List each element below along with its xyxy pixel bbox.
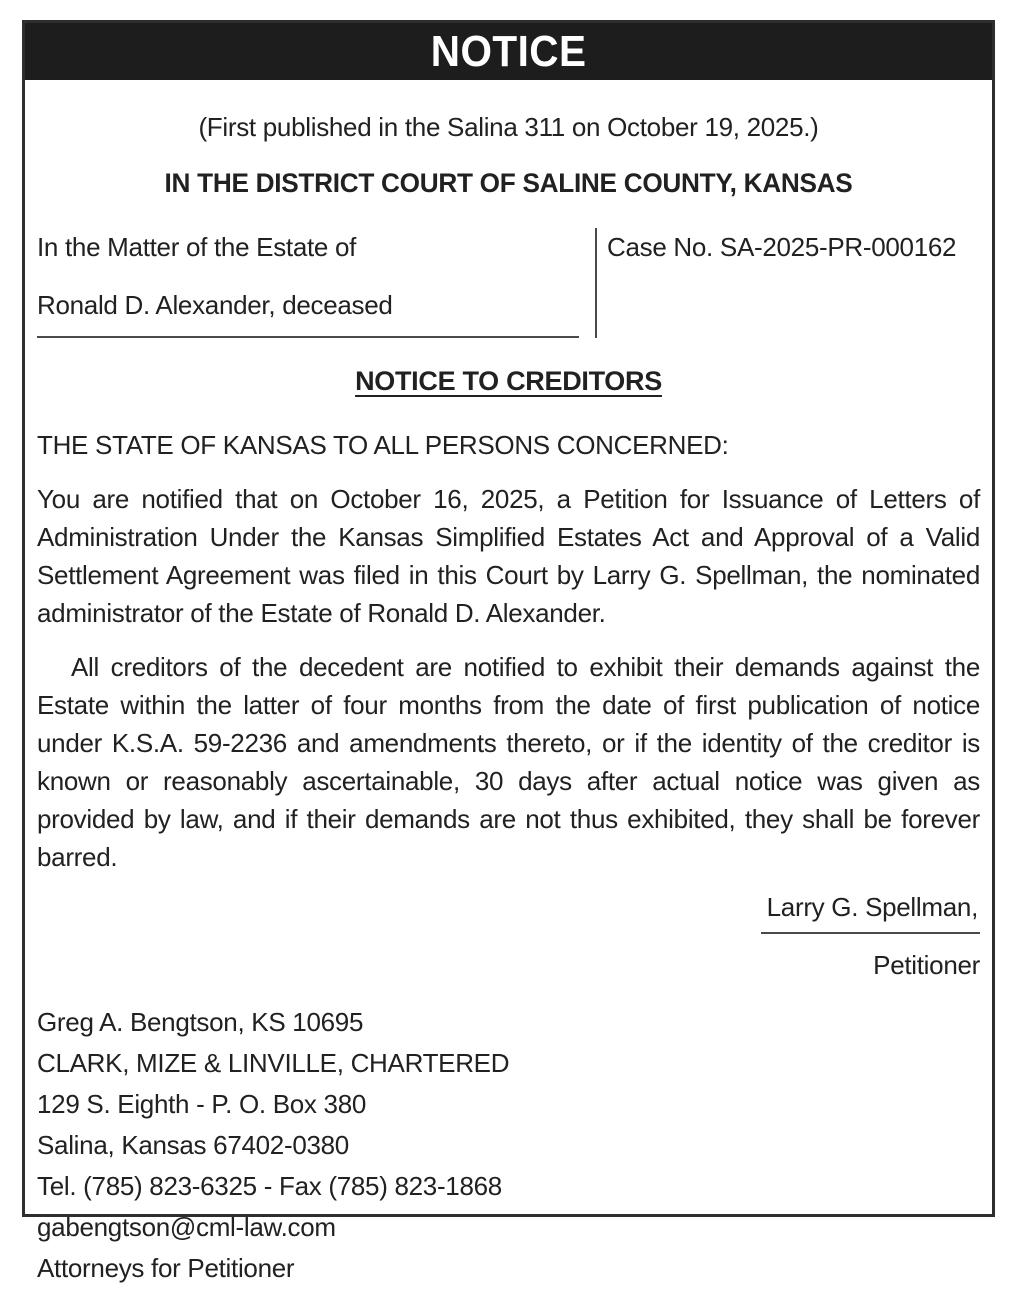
court-heading: IN THE DISTRICT COURT OF SALINE COUNTY, KANSAS (164, 168, 853, 198)
notice-banner (25, 23, 992, 80)
case-caption-number (595, 228, 980, 338)
attorney-block (37, 1002, 980, 1289)
petitioner-role: Petitioner (873, 950, 980, 980)
notice-banner-title: NOTICE (430, 26, 587, 76)
attorney-role-line: Attorneys for Petitioner (37, 1253, 295, 1283)
creditors-paragraph: All creditors of the decedent are notified to exhibit their demands against the Estate within the latter of four months from the date of first publication of notice under K.S.A. 59-2236 and amendments thereto, or if the identity of the creditor is known or reasonably ascertainable, 30 days after actual notice was given as provided by law, and if their demands are not thus exhibited, they shall be forever barred. (37, 652, 980, 872)
attorney-address-line: 129 S. Eighth - P. O. Box 380 (37, 1089, 367, 1119)
first-published-line: (First published in the Salina 311 on October 19, 2025.) (198, 112, 819, 142)
attorney-firm-line: CLARK, MIZE & LINVILLE, CHARTERED (37, 1048, 510, 1078)
petitioner-name: Larry G. Spellman, (761, 888, 980, 934)
section-title-text: NOTICE TO CREDITORS (355, 366, 662, 396)
matter-line-2: Ronald D. Alexander, deceased (37, 290, 393, 320)
signature-block (37, 888, 980, 984)
attorney-name-line: Greg A. Bengtson, KS 10695 (37, 1007, 364, 1037)
salutation-line: THE STATE OF KANSAS TO ALL PERSONS CONCERNED: (37, 430, 729, 460)
case-caption-matter (37, 228, 579, 338)
attorney-email-line: gabengtson@cml-law.com (37, 1212, 336, 1242)
attorney-city-line: Salina, Kansas 67402-0380 (37, 1130, 349, 1160)
section-title (37, 362, 980, 400)
case-number: Case No. SA-2025-PR-000162 (607, 232, 957, 262)
attorney-phone-line: Tel. (785) 823-6325 - Fax (785) 823-1868 (37, 1171, 502, 1201)
case-caption (37, 228, 980, 338)
petition-paragraph: You are notified that on October 16, 2025, a Petition for Issuance of Letters of Administration Under the Kansas Simplified Estates Act and Approval of a Valid Settlement Agreement was filed in this Court by Larry G. Spellman, the nominated administrator of the Estate of Ronald D. Alexander. (37, 484, 980, 628)
legal-notice-document (22, 20, 995, 1283)
matter-line-1: In the Matter of the Estate of (37, 232, 357, 262)
notice-body (25, 80, 992, 1289)
